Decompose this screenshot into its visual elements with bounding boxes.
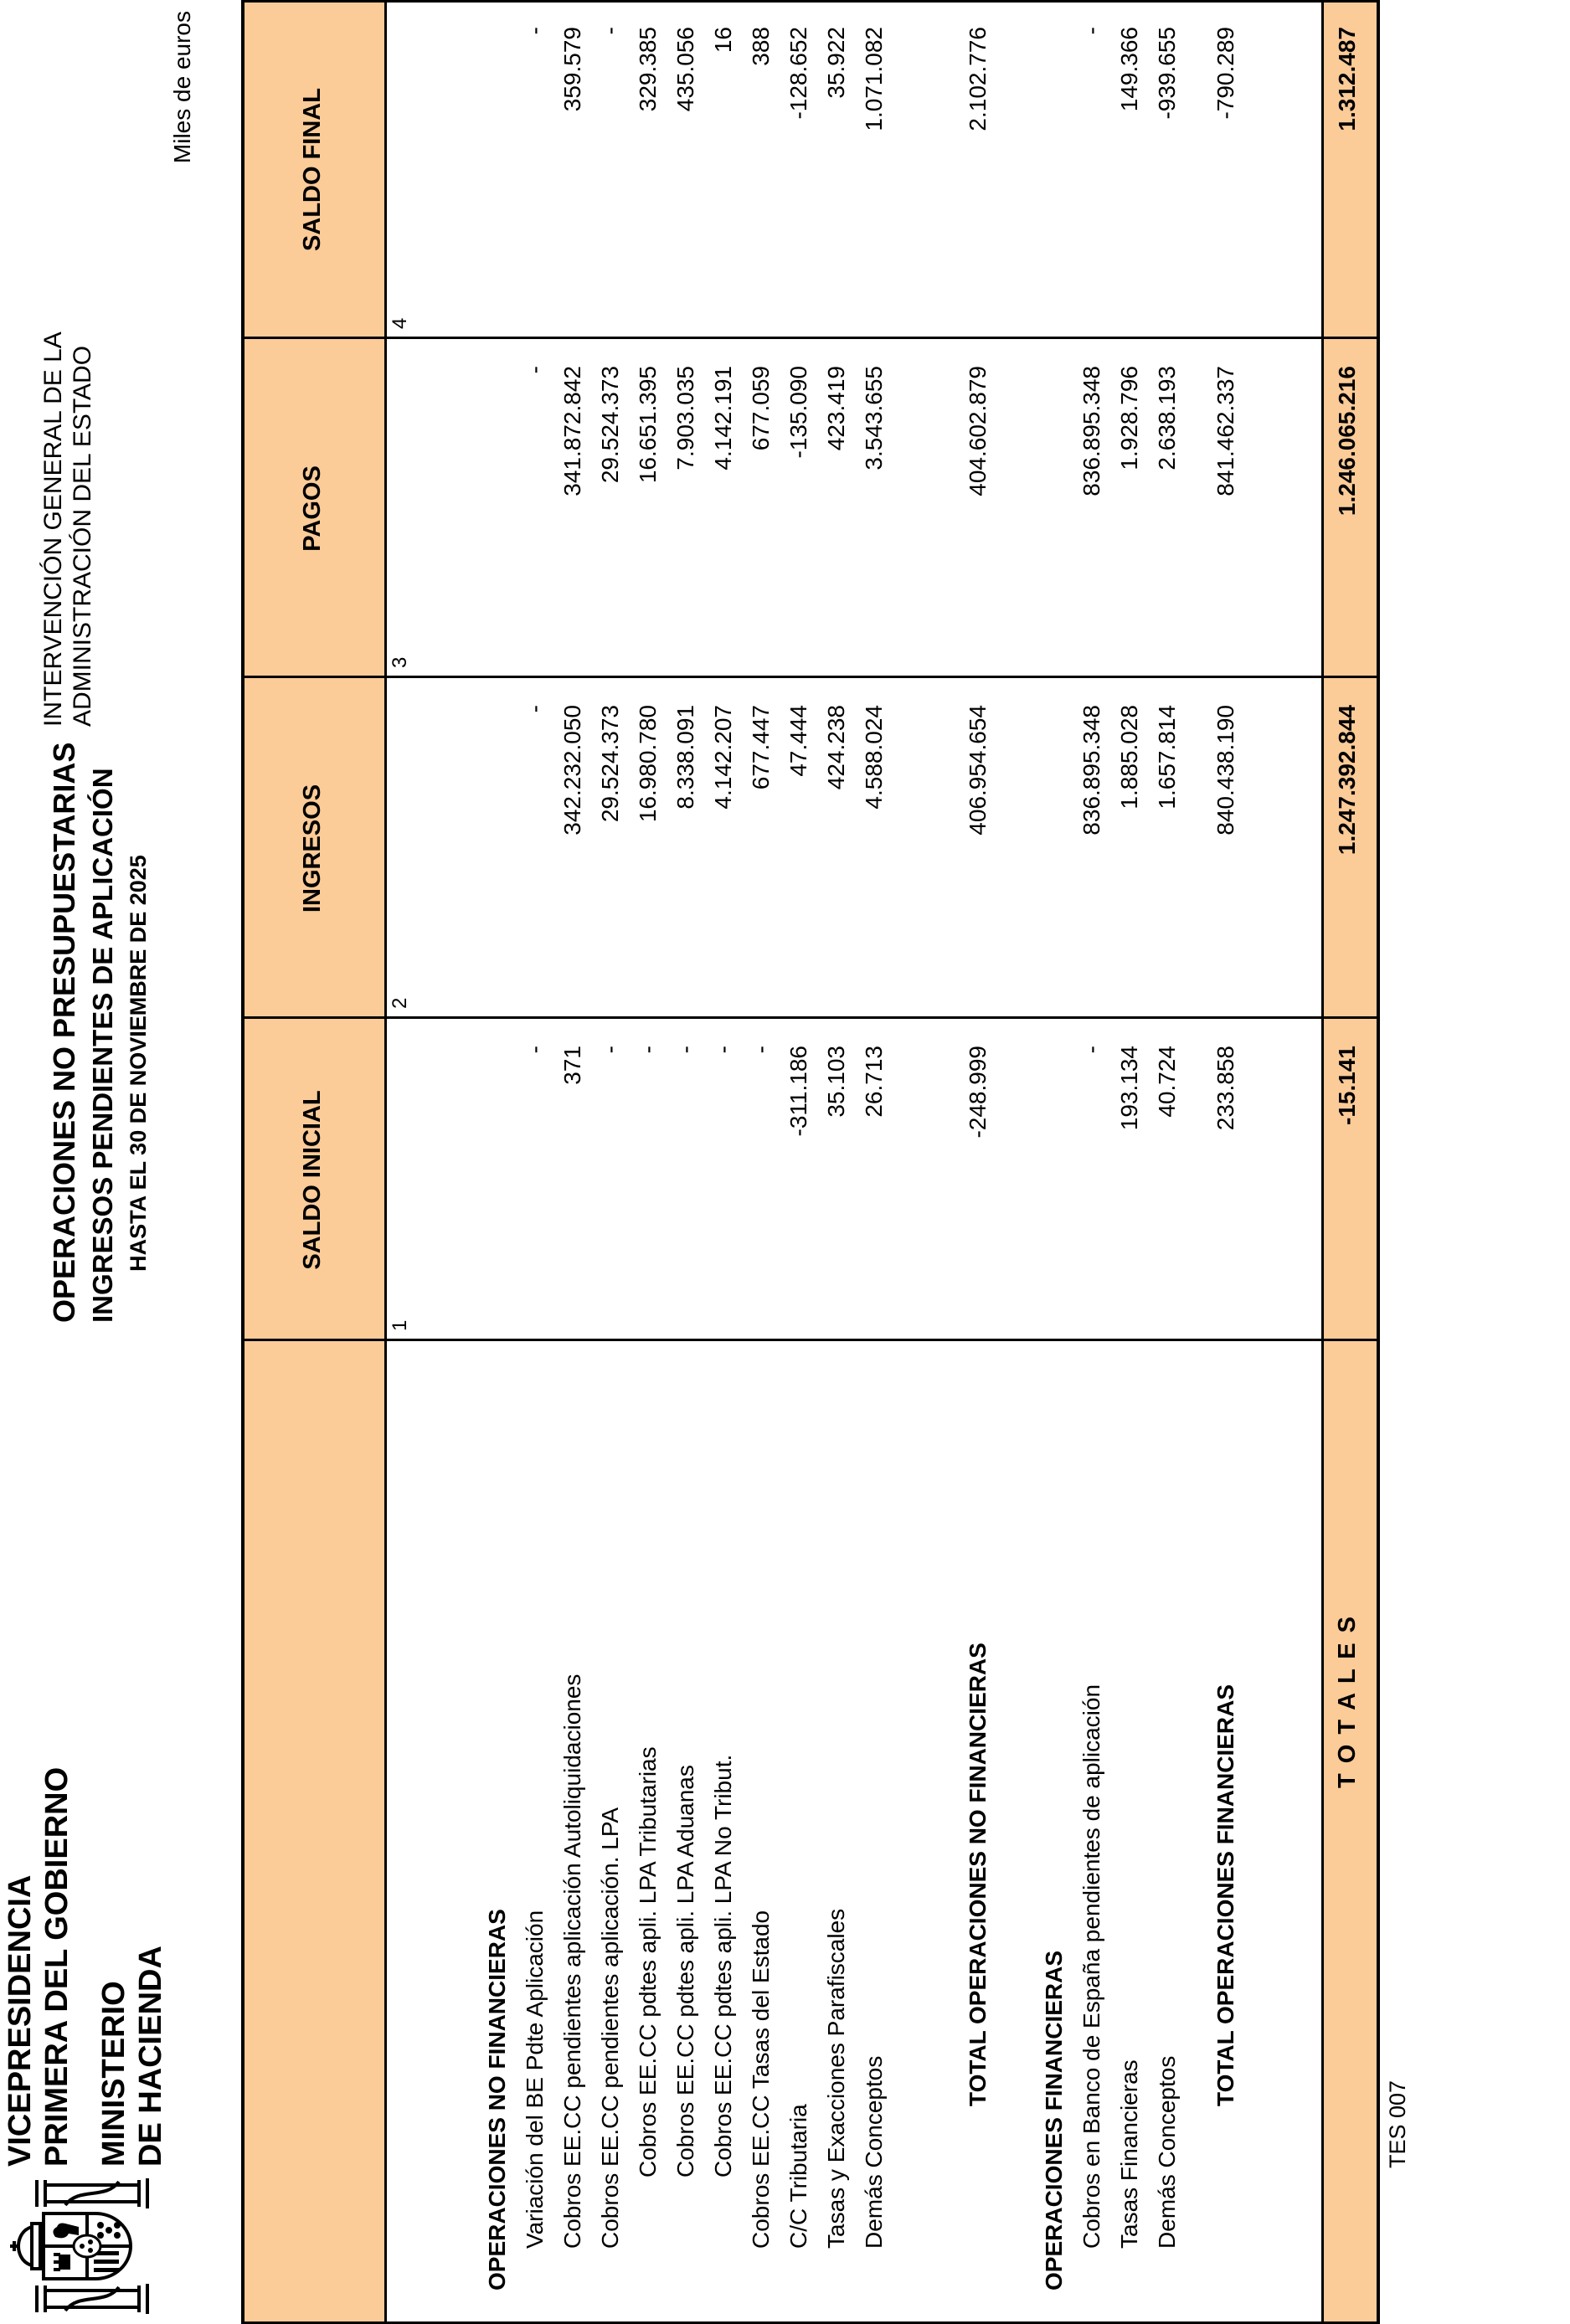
totals-row-label: T O T A L E S [1334,1615,1361,1788]
cell-value: 836.895.348 [1078,705,1104,836]
cell-value: 4.142.207 [710,705,736,810]
cell-value: 2.638.193 [1154,366,1180,470]
letterhead-line-primera: PRIMERA DEL GOBIERNO [39,1766,75,2167]
cell-value: 1.071.082 [861,27,887,131]
cell-value: 47.444 [785,705,811,777]
cell-value: 341.872.842 [559,366,585,496]
cell-value: 424.238 [823,705,849,790]
cell-value: - [1078,27,1104,35]
document-subtitle: INGRESOS PENDIENTES DE APLICACIÓN [87,768,118,1323]
column-number-3: 3 [389,656,411,668]
row-label: TOTAL OPERACIONES FINANCIERAS [1212,1684,1238,2106]
cell-value: 16.651.395 [635,366,661,484]
cell-value: 435.056 [672,27,698,112]
cell-value: -248.999 [965,1046,991,1139]
cell-value: 29.524.373 [597,705,623,823]
row-label: TOTAL OPERACIONES NO FINANCIERAS [965,1643,991,2106]
row-label: C/C Tributaria [785,2104,811,2249]
cell-value: - [597,27,623,35]
cell-value: 35.922 [823,27,849,99]
column-header-saldo-final: SALDO FINAL [299,88,326,251]
cell-value: 388 [748,27,774,66]
cell-value: 404.602.879 [965,366,991,496]
cell-value: - [522,366,548,374]
cell-value: 16.980.780 [635,705,661,823]
cell-value: 16 [710,27,736,54]
cell-value: 149.366 [1116,27,1142,112]
cell-value: 359.579 [559,27,585,112]
row-label: Cobros en Banco de España pendientes de aplicación [1078,1684,1104,2249]
cell-value: 1.928.796 [1116,366,1142,470]
cell-value: 1.885.028 [1116,705,1142,810]
cell-value: - [635,1046,661,1054]
row-label: Cobros EE.CC pendientes aplicación. LPA [597,1807,623,2249]
totals-cell-value: 1.247.392.844 [1334,705,1360,856]
column-header-ingresos: INGRESOS [299,784,326,913]
cell-value: 29.524.373 [597,366,623,484]
table-border-right [241,0,1380,3]
row-label: Cobros EE.CC pdtes apli. LPA Aduanas [672,1765,698,2177]
cell-value: - [597,1046,623,1054]
cell-value: 193.134 [1116,1046,1142,1131]
totals-cell-value: -15.141 [1334,1046,1360,1125]
cell-value: 840.438.190 [1212,705,1238,836]
cell-value: 1.657.814 [1154,705,1180,810]
cell-value: 26.713 [861,1046,887,1118]
document-title: OPERACIONES NO PRESUPUESTARIAS [47,742,81,1323]
cell-value: - [522,1046,548,1054]
cell-value: - [522,27,548,35]
cell-value: 371 [559,1046,585,1085]
cell-value: 7.903.035 [672,366,698,470]
cell-value: -135.090 [785,366,811,459]
cell-value: 2.102.776 [965,27,991,131]
cell-value: 677.059 [748,366,774,451]
letterhead-line-hacienda: DE HACIENDA [133,1946,168,2167]
unit-note: Miles de euros [169,11,195,164]
column-border-3 [241,676,1380,678]
igae-line-1: INTERVENCIÓN GENERAL DE LA [39,332,67,727]
row-label: Cobros EE.CC pdtes apli. LPA Tributarias [635,1746,661,2177]
cell-value: - [748,1046,774,1054]
column-border-1 [241,1339,1380,1341]
spain-coat-of-arms-icon [7,2175,172,2317]
totals-cell-value: 1.312.487 [1334,27,1360,131]
document-date-line: HASTA EL 30 DE NOVIEMBRE DE 2025 [126,855,151,1272]
row-label: Demás Conceptos [1154,2055,1180,2249]
cell-value: - [710,1046,736,1054]
cell-value: 40.724 [1154,1046,1180,1118]
cell-value: - [1078,1046,1104,1054]
cell-value: 423.419 [823,366,849,451]
letterhead-line-ministerio: MINISTERIO [96,1981,131,2167]
igae-line-2: ADMINISTRACIÓN DEL ESTADO [69,345,96,727]
letterhead-line-vicepresidencia: VICEPRESIDENCIA [3,1874,38,2167]
row-label: Tasas Financieras [1116,2059,1142,2249]
cell-value: 4.588.024 [861,705,887,810]
cell-value: 329.385 [635,27,661,112]
cell-value: 836.895.348 [1078,366,1104,496]
column-border-4 [241,337,1380,339]
cell-value: 677.447 [748,705,774,790]
cell-value: 406.954.654 [965,705,991,836]
column-header-pagos: PAGOS [299,465,326,552]
cell-value: 233.858 [1212,1046,1238,1131]
cell-value: 8.338.091 [672,705,698,810]
cell-value: 3.543.655 [861,366,887,470]
row-label: Tasas y Exacciones Parafiscales [823,1908,849,2249]
column-number-1: 1 [389,1319,411,1331]
column-header-saldo-inicial: SALDO INICIAL [299,1090,326,1270]
cell-value: 35.103 [823,1046,849,1118]
cell-value: 342.232.050 [559,705,585,836]
row-label: Cobros EE.CC pendientes aplicación Autoliquidaciones [559,1674,585,2249]
igae-header [39,332,97,727]
column-number-2: 2 [389,997,411,1009]
form-code: TES 007 [1385,2080,1410,2168]
cell-value: -128.652 [785,27,811,120]
cell-value: 4.142.191 [710,366,736,470]
column-border-2 [241,1016,1380,1019]
table-border-top [241,0,245,2324]
header-bottom-border [384,0,387,2324]
cell-value: - [522,705,548,713]
totals-top-border [1321,0,1324,2324]
cell-value: - [672,1046,698,1054]
cell-value: -939.655 [1154,27,1180,120]
cell-value: -311.186 [785,1046,811,1137]
row-label: OPERACIONES NO FINANCIERAS [484,1909,510,2291]
totals-cell-value: 1.246.065.216 [1334,366,1360,517]
main-table [241,0,1380,2324]
cell-value: 841.462.337 [1212,366,1238,496]
row-label: OPERACIONES FINANCIERAS [1041,1950,1067,2291]
table-border-bottom [1377,0,1380,2324]
row-label: Cobros EE.CC pdtes apli. LPA No Tribut. [710,1754,736,2177]
row-label: Variación del BE Pdte Aplicación [522,1910,548,2249]
cell-value: -790.289 [1212,27,1238,120]
row-label: Cobros EE.CC Tasas del Estado [748,1910,774,2249]
title-block [47,742,152,1323]
column-number-4: 4 [389,317,411,329]
row-label: Demás Conceptos [861,2055,887,2249]
